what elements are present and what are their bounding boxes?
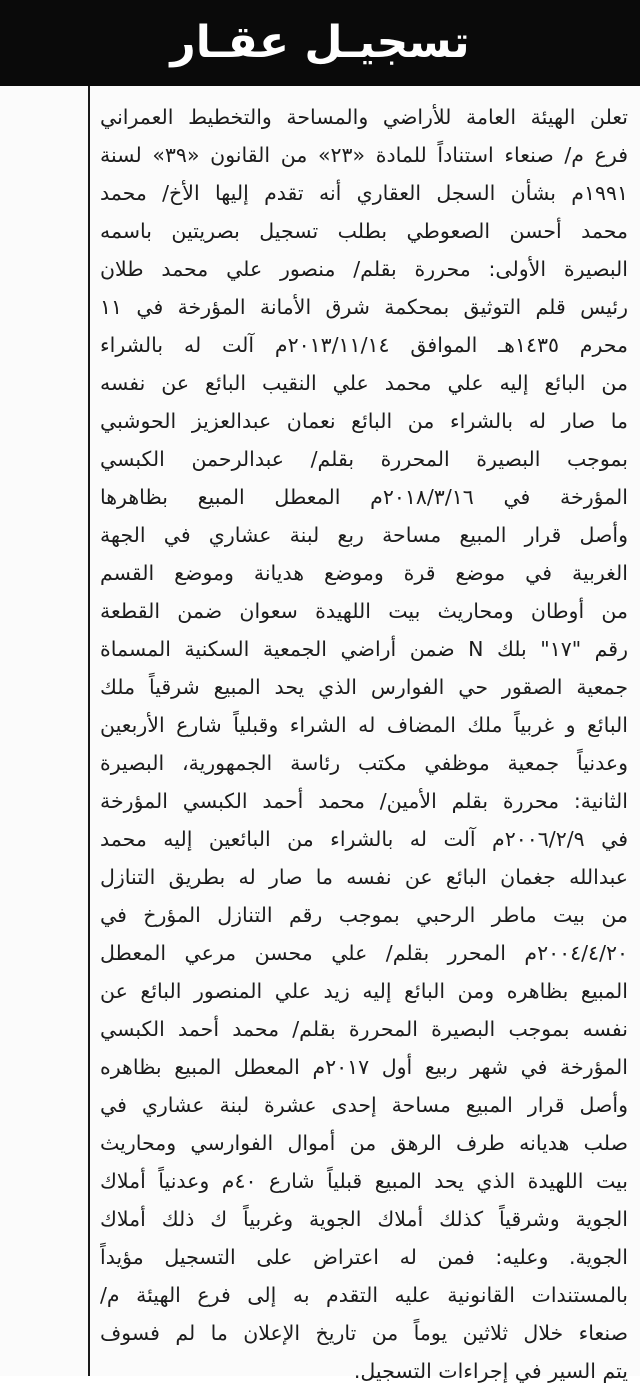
notice-body-line: فرع م/ صنعاء استناداً للمادة «٢٣» من القانون «٣٩» لسنة bbox=[100, 143, 628, 167]
notice-body-line: تعلن الهيئة العامة للأراضي والمساحة والتخطيط العمراني bbox=[100, 105, 628, 129]
notice-body-line: ١٩٩١م بشأن السجل العقاري أنه تقدم إليها الأخ/ محمد bbox=[100, 181, 628, 205]
notice-body-line: البصيرة الأولى: محررة بقلم/ منصور علي محمد طلان bbox=[100, 257, 628, 281]
notice-body-line: محرم ١٤٣٥هـ الموافق ٢٠١٣/١١/١٤م آلت له بالشراء bbox=[100, 333, 628, 357]
notice-body-line: الثانية: محررة بقلم الأمين/ محمد أحمد الكبسي المؤرخة bbox=[100, 789, 628, 813]
notice-body-line: المؤرخة في ٢٠١٨/٣/١٦م المعطل المبيع بظاهرها bbox=[100, 485, 628, 509]
notice-body-line: ما صار له بالشراء من البائع نعمان عبدالعزيز الحوشبي bbox=[100, 409, 628, 433]
notice-body-line: وأصل قرار المبيع مساحة ربع لبنة عشاري في الجهة bbox=[100, 523, 628, 547]
notice-body-line: المبيع بظاهره ومن البائع إليه زيد علي المنصور البائع عن bbox=[100, 979, 628, 1003]
notice-body-line: وأصل قرار المبيع مساحة إحدى عشرة لبنة عشاري في bbox=[100, 1093, 628, 1117]
notice-body-line: الجوية وشرقياً كذلك أملاك الجوية وغربياً ك ذلك أملاك bbox=[100, 1207, 628, 1231]
notice-body-line: محمد أحسن الصعوطي بطلب تسجيل بصريتين باسمه bbox=[100, 219, 628, 243]
notice-body-line: بالمستندات القانونية عليه التقدم به إلى فرع الهيئة م/ bbox=[100, 1283, 628, 1307]
notice-body-line: الغربية في موضع قرة وموضع هديانة وموضع القسم bbox=[100, 561, 628, 585]
notice-body-line: من البائع إليه علي محمد علي النقيب البائع عن نفسه bbox=[100, 371, 628, 395]
notice-body-line: في ٢٠٠٦/٢/٩م آلت له بالشراء من البائعين إليه محمد bbox=[100, 827, 628, 851]
notice-title-bar bbox=[0, 0, 640, 86]
notice-body-line: يتم السير في إجراءات التسجيل. bbox=[353, 1359, 628, 1383]
notice-body-line: رئيس قلم التوثيق بمحكمة شرق الأمانة المؤرخة في ١١ bbox=[100, 295, 628, 319]
notice-body-line: رقم "١٧" بلك N ضمن أراضي الجمعية السكنية المسماة bbox=[100, 637, 628, 661]
notice-body-line: ٢٠٠٤/٤/٢٠م المحرر بقلم/ علي محسن مرعي المعطل bbox=[100, 941, 628, 965]
notice-body-line: عبدالله جغمان البائع عن نفسه ما صار له بطريق التنازل bbox=[100, 865, 628, 889]
notice-body-line: من أوطان ومحاريث بيت اللهيدة سعوان ضمن القطعة bbox=[100, 599, 628, 623]
notice-body-line: وعدنياً جمعية موظفي مكتب رئاسة الجمهورية، البصيرة bbox=[100, 751, 628, 775]
notice-body-line: المؤرخة في شهر ربيع أول ٢٠١٧م المعطل المبيع بظاهره bbox=[100, 1055, 628, 1079]
notice-body-line: صلب هديانه طرف الرهق من أموال الفوارسي ومحاريث bbox=[100, 1131, 628, 1155]
notice-body-line: البائع و غربياً ملك المضاف له الشراء وقبلياً شارع الأربعين bbox=[100, 713, 628, 737]
notice-body-line: بموجب البصيرة المحررة بقلم/ عبدالرحمن الكبسي bbox=[100, 447, 628, 471]
notice-body-line: من بيت ماطر الرحبي بموجب رقم التنازل المؤرخ في bbox=[100, 903, 628, 927]
notice-body-line: الجوية. وعليه: فمن له اعتراض على التسجيل مؤيداً bbox=[100, 1245, 628, 1269]
notice-body-line: صنعاء خلال ثلاثين يوماً من تاريخ الإعلان ما لم فسوف bbox=[100, 1321, 628, 1345]
notice-body-line: نفسه بموجب البصيرة المحررة بقلم/ محمد أحمد الكبسي bbox=[100, 1017, 628, 1041]
notice-title: تسجيـل عقـار bbox=[170, 17, 470, 68]
notice-body-line: بيت اللهيدة الذي يحد المبيع قبلياً شارع ٤٠م وعدنياً أملاك bbox=[100, 1169, 628, 1193]
notice-body-line: جمعية الصقور حي الفوارس الذي يحد المبيع شرقياً ملك bbox=[100, 675, 628, 699]
notice-body-text bbox=[100, 98, 628, 1390]
